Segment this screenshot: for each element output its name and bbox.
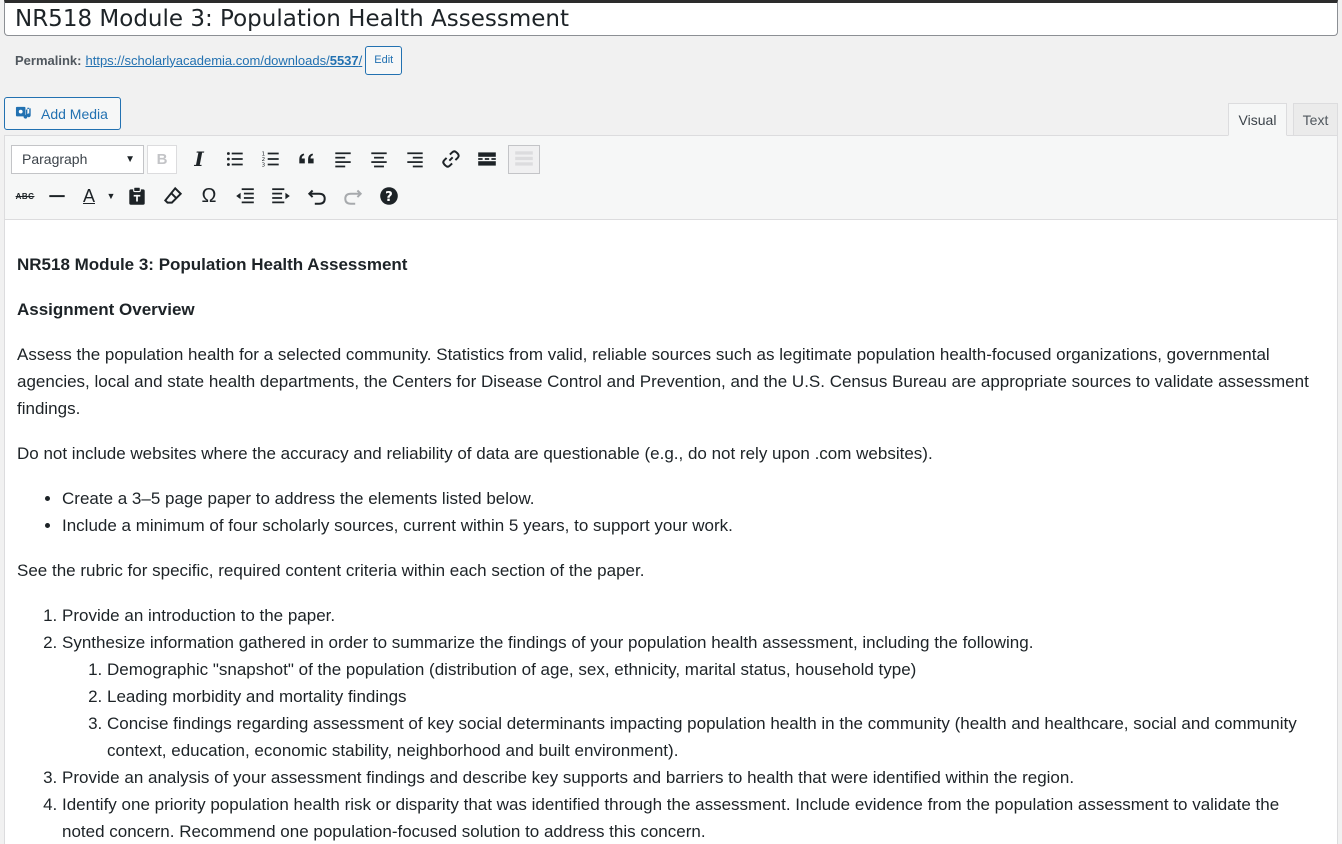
permalink-link[interactable]: https://scholarlyacademia.com/downloads/5537/ — [85, 52, 363, 68]
help-icon[interactable] — [371, 181, 407, 211]
overview-paragraph: Assess the population health for a selected community. Statistics from valid, reliable sources such as legitimate population health-focused organizations, governmental agencies, local and state health departments, the Centers for Disease Control and Prevention, and the U.S. Census Bureau are appropriate sources to validate assessment findings. — [17, 345, 1309, 418]
list-item: 4. Identify one priority population health risk or disparity that was identified through the assessment. Include evidence from the population assessment to validate the noted concern. Recommend one population-focused solution to address this concern. — [62, 791, 1317, 844]
tab-visual[interactable]: Visual — [1228, 103, 1287, 136]
undo-icon[interactable] — [299, 181, 335, 211]
format-select[interactable] — [11, 145, 144, 174]
editor-area — [4, 135, 1338, 844]
redo-icon[interactable] — [335, 181, 371, 211]
list-item-text: Synthesize information gathered in order to summarize the findings of your population health assessment, including the following. — [62, 633, 1034, 652]
text-color-chevron-icon[interactable]: ▼ — [106, 191, 116, 201]
permalink-edit-button[interactable]: Edit — [365, 46, 402, 75]
special-character-icon[interactable]: Ω — [201, 184, 217, 207]
align-right-icon[interactable] — [397, 144, 433, 174]
paste-text-icon[interactable] — [119, 181, 155, 211]
text-color-icon[interactable]: A — [82, 186, 95, 206]
bullet-list-icon[interactable] — [217, 144, 253, 174]
align-center-icon[interactable] — [361, 144, 397, 174]
clear-formatting-icon[interactable] — [155, 181, 191, 211]
toolbar-toggle-icon[interactable] — [508, 145, 540, 174]
editor-toolbar — [5, 136, 1337, 220]
permalink-label: Permalink: — [15, 52, 82, 68]
svg-text:1: 1 — [261, 151, 266, 158]
permalink-bar — [15, 45, 402, 75]
strikethrough-icon[interactable]: ABC — [15, 191, 35, 201]
requirements-list — [62, 485, 1317, 539]
indent-icon[interactable] — [263, 181, 299, 211]
read-more-icon[interactable] — [469, 144, 505, 174]
list-item: 3. Provide an analysis of your assessment findings and describe key supports and barriers to health that were identified within the region. — [62, 764, 1317, 791]
chevron-down-icon: ▼ — [125, 153, 135, 165]
svg-text:?: ? — [385, 189, 393, 205]
italic-icon[interactable]: I — [194, 147, 204, 171]
blockquote-icon[interactable] — [289, 144, 325, 174]
add-media-label: Add Media — [41, 105, 108, 122]
rubric-paragraph: See the rubric for specific, required content criteria within each section of the paper. — [17, 561, 645, 580]
steps-list — [62, 602, 1317, 844]
horizontal-line-icon[interactable] — [39, 181, 75, 211]
align-left-icon[interactable] — [325, 144, 361, 174]
tab-text[interactable]: Text — [1293, 103, 1338, 136]
substeps-list — [107, 656, 1317, 764]
overview-heading: Assignment Overview — [17, 300, 195, 319]
list-item: 1. Provide an introduction to the paper. — [62, 602, 1317, 629]
link-icon[interactable] — [433, 144, 469, 174]
list-item: • Include a minimum of four scholarly sources, current within 5 years, to support your work. — [62, 512, 1317, 539]
media-icon — [15, 104, 34, 123]
svg-text:3: 3 — [261, 162, 266, 169]
list-item: 1. Demographic "snapshot" of the population (distribution of age, sex, ethnicity, marital status, household type) — [107, 656, 1317, 683]
add-media-button[interactable] — [4, 97, 121, 130]
sources-paragraph: Do not include websites where the accuracy and reliability of data are questionable (e.g., do not rely upon .com websites). — [17, 444, 933, 463]
list-item: • Create a 3–5 page paper to address the elements listed below. — [62, 485, 1317, 512]
list-item: 3. Concise findings regarding assessment of key social determinants impacting population health in the community (health and healthcare, social and community context, education, economic stability, neighborhood and built environment). — [107, 710, 1317, 764]
svg-text:2: 2 — [261, 157, 266, 164]
format-select-value: Paragraph — [22, 151, 88, 167]
editor-content[interactable] — [17, 251, 1317, 844]
post-title-input[interactable]: NR518 Module 3: Population Health Assessment — [4, 0, 1338, 36]
list-item: 2. Leading morbidity and mortality findings — [107, 683, 1317, 710]
bold-icon[interactable]: B — [147, 145, 177, 174]
numbered-list-icon[interactable] — [253, 144, 289, 174]
outdent-icon[interactable] — [227, 181, 263, 211]
content-heading: NR518 Module 3: Population Health Assessment — [17, 255, 408, 274]
list-item — [62, 629, 1317, 764]
